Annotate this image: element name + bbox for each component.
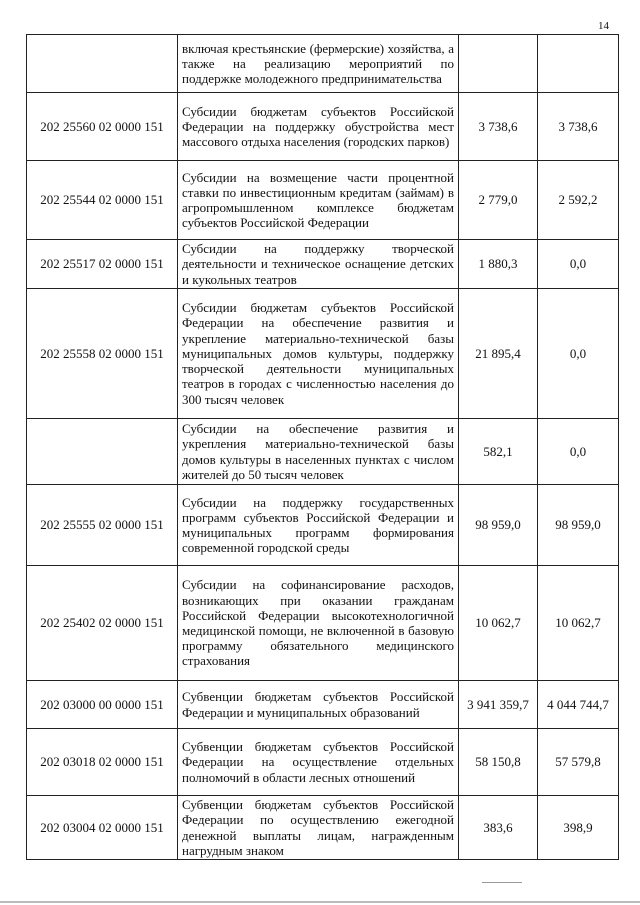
amount-col1: 582,1	[459, 419, 538, 485]
scan-artifact	[482, 882, 522, 883]
amount-col1: 10 062,7	[459, 566, 538, 681]
budget-item-name: Субсидии бюджетам субъектов Российской Федерации на поддержку обустройства мест массового отдыха населения (городских парков)	[178, 93, 459, 161]
amount-col1: 58 150,8	[459, 729, 538, 796]
amount-col1: 1 880,3	[459, 240, 538, 289]
amount-col1: 3 738,6	[459, 93, 538, 161]
budget-code: 202 25555 02 0000 151	[27, 485, 178, 566]
budget-code: 202 25560 02 0000 151	[27, 93, 178, 161]
page-number: 14	[598, 20, 609, 32]
amount-col2: 0,0	[538, 289, 619, 419]
amount-col2: 57 579,8	[538, 729, 619, 796]
budget-item-name: Субсидии на софинансирование расходов, возникающих при оказании гражданам Российской Федерации высокотехнологичной медицинской помощи, не включенной в базовую программу обязательного медицинского страхования	[178, 566, 459, 681]
table-row	[27, 485, 619, 566]
table-row	[27, 289, 619, 419]
budget-code	[27, 419, 178, 485]
budget-code: 202 25544 02 0000 151	[27, 161, 178, 240]
amount-col1: 21 895,4	[459, 289, 538, 419]
amount-col2: 3 738,6	[538, 93, 619, 161]
amount-col2: 10 062,7	[538, 566, 619, 681]
budget-code: 202 03000 00 0000 151	[27, 681, 178, 729]
amount-col2: 2 592,2	[538, 161, 619, 240]
budget-item-name: включая крестьянские (фермерские) хозяйства, а также на реализацию мероприятий по поддержке молодежного предпринимательства	[178, 35, 459, 93]
budget-item-name: Субсидии на обеспечение развития и укрепления материально-технической базы домов культуры в населенных пунктах с числом жителей до 50 тысяч человек	[178, 419, 459, 485]
table-row	[27, 240, 619, 289]
scan-edge	[0, 901, 640, 903]
budget-item-name: Субсидии на поддержку государственных программ субъектов Российской Федерации и муниципальных программ формирования современной городской среды	[178, 485, 459, 566]
budget-item-name: Субсидии бюджетам субъектов Российской Федерации на обеспечение развития и укрепление материально-технической базы муниципальных домов культуры, поддержку творческой деятельности муниципальных театров в городах с численностью населения до 300 тысяч человек	[178, 289, 459, 419]
budget-item-name: Субвенции бюджетам субъектов Российской Федерации на осуществление отдельных полномочий в области лесных отношений	[178, 729, 459, 796]
amount-col2: 4 044 744,7	[538, 681, 619, 729]
budget-code: 202 25517 02 0000 151	[27, 240, 178, 289]
amount-col1: 98 959,0	[459, 485, 538, 566]
amount-col2: 0,0	[538, 240, 619, 289]
budget-code: 202 25558 02 0000 151	[27, 289, 178, 419]
budget-code	[27, 35, 178, 93]
table-row	[27, 93, 619, 161]
amount-col2	[538, 35, 619, 93]
table-row	[27, 35, 619, 93]
table-row	[27, 566, 619, 681]
budget-item-name: Субвенции бюджетам субъектов Российской Федерации и муниципальных образований	[178, 681, 459, 729]
amount-col1	[459, 35, 538, 93]
amount-col2: 398,9	[538, 796, 619, 860]
table-row	[27, 419, 619, 485]
table-row	[27, 161, 619, 240]
budget-code: 202 03018 02 0000 151	[27, 729, 178, 796]
budget-item-name: Субвенции бюджетам субъектов Российской Федерации по осуществлению ежегодной денежной выплаты лицам, награжденным нагрудным знаком	[178, 796, 459, 860]
budget-code: 202 25402 02 0000 151	[27, 566, 178, 681]
budget-table	[26, 34, 619, 860]
budget-item-name: Субсидии на возмещение части процентной ставки по инвестиционным кредитам (займам) в агропромышленном комплексе бюджетам субъектов Российской Федерации	[178, 161, 459, 240]
table-row	[27, 729, 619, 796]
table-row	[27, 681, 619, 729]
budget-code: 202 03004 02 0000 151	[27, 796, 178, 860]
amount-col1: 3 941 359,7	[459, 681, 538, 729]
budget-item-name: Субсидии на поддержку творческой деятельности и техническое оснащение детских и кукольных театров	[178, 240, 459, 289]
amount-col2: 98 959,0	[538, 485, 619, 566]
amount-col1: 383,6	[459, 796, 538, 860]
amount-col2: 0,0	[538, 419, 619, 485]
amount-col1: 2 779,0	[459, 161, 538, 240]
table-row	[27, 796, 619, 860]
